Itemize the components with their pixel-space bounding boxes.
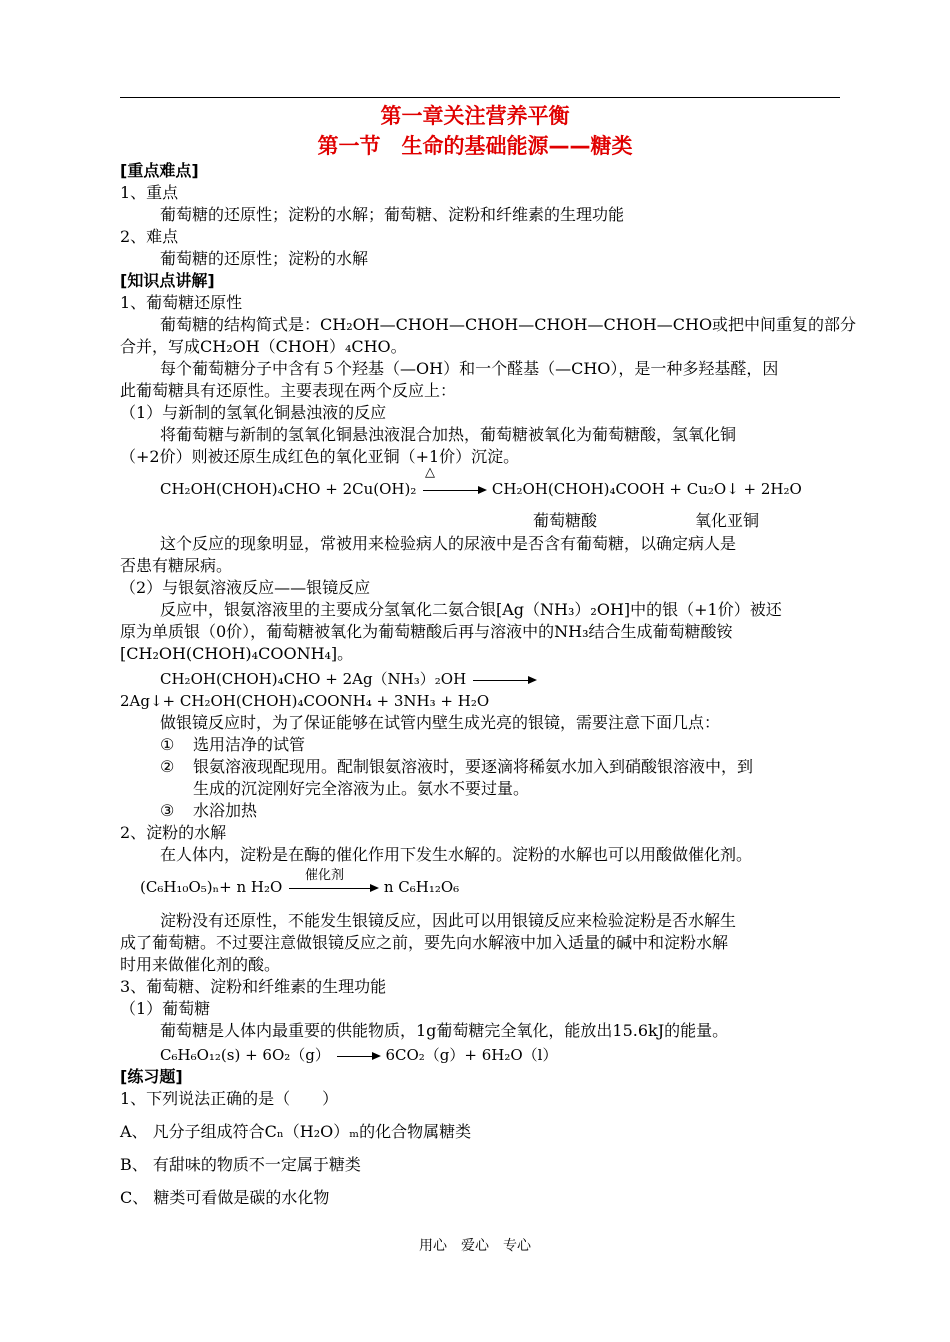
paragraph: 此葡萄糖具有还原性。主要表现在两个反应上： <box>120 381 457 400</box>
paragraph: （+2价）则被还原生成红色的氧化亚铜（+1价）沉淀。 <box>120 447 520 466</box>
paragraph: 成了葡萄糖。不过要注意做银镜反应之前，要先向水解液中加入适量的碱中和淀粉水解 <box>120 933 729 952</box>
topic-2-heading: 2、淀粉的水解 <box>120 823 227 842</box>
heading-knowledge: [知识点讲解] <box>120 271 215 290</box>
paragraph: 每个葡萄糖分子中含有５个羟基（—OH）和一个醛基（—CHO），是一种多羟基醛，因 <box>160 359 779 378</box>
option-a: A、 凡分子组成符合Cₙ（H₂O）ₘ的化合物属糖类 <box>120 1122 472 1141</box>
label-cuprous-oxide: 氧化亚铜 <box>695 511 760 530</box>
subtopic-glucose: （1）葡萄糖 <box>120 999 211 1018</box>
page-footer: 用心 爱心 专心 <box>419 1238 531 1254</box>
note-number: ③ <box>160 801 175 820</box>
paragraph: [CH₂OH(CHOH)₄COONH₄]。 <box>120 644 354 663</box>
paragraph: 否患有糖尿病。 <box>120 556 233 575</box>
paragraph: 做银镜反应时，为了保证能够在试管内壁生成光亮的银镜，需要注意下面几点： <box>160 713 721 732</box>
heading-key-points: [重点难点] <box>120 161 199 180</box>
option-b: B、 有甜味的物质不一定属于糖类 <box>120 1155 361 1174</box>
key-point-1-text: 葡萄糖的还原性；淀粉的水解；葡萄糖、淀粉和纤维素的生理功能 <box>160 205 625 224</box>
paragraph: 这个反应的现象明显，常被用来检验病人的尿液中是否含有葡萄糖，以确定病人是 <box>160 534 737 553</box>
equation-2-products: 2Ag↓+ CH₂OH(CHOH)₄COONH₄ + 3NH₃ + H₂O <box>120 692 490 710</box>
topic-3-heading: 3、葡萄糖、淀粉和纤维素的生理功能 <box>120 977 387 996</box>
equation-2 <box>160 668 842 690</box>
equation-4-products: 6CO₂（g）+ 6H₂O（l） <box>385 1046 558 1064</box>
question-1: 1、下列说法正确的是（ ） <box>120 1089 339 1108</box>
key-point-2-text: 葡萄糖的还原性；淀粉的水解 <box>160 249 369 268</box>
note-text: 生成的沉淀刚好完全溶液为止。氨水不要过量。 <box>193 779 530 798</box>
reaction-arrow-icon <box>423 490 485 491</box>
label-gluconic-acid: 葡萄糖酸 <box>533 511 598 530</box>
reaction-arrow-icon <box>289 888 377 889</box>
paragraph: 葡萄糖的结构简式是：CH₂OH—CHOH—CHOH—CHOH—CHOH—CHO或把中间重复的部分 <box>160 315 857 334</box>
topic-1-heading: 1、葡萄糖还原性 <box>120 293 243 312</box>
equation-3 <box>140 876 862 898</box>
catalyst-condition: 催化剂 <box>305 868 345 883</box>
paragraph: 淀粉没有还原性，不能发生银镜反应，因此可以用银镜反应来检验淀粉是否水解生 <box>160 911 737 930</box>
reaction-2-heading: （2）与银氨溶液反应——银镜反应 <box>120 578 371 597</box>
equation-1-products: CH₂OH(CHOH)₄COOH + Cu₂O↓ + 2H₂O <box>491 480 802 498</box>
section-title: 第一节 生命的基础能源——糖类 <box>317 134 633 158</box>
header-rule <box>120 97 840 98</box>
equation-3-products: n C₆H₁₂O₆ <box>383 878 460 896</box>
note-number: ② <box>160 757 175 776</box>
equation-4-reactants: C₆H₆O₁₂(s) + 6O₂（g） <box>160 1046 330 1064</box>
heading-exercises: [练习题] <box>120 1067 183 1086</box>
reaction-arrow-icon <box>473 680 535 681</box>
paragraph: 时用来做催化剂的酸。 <box>120 955 281 974</box>
equation-3-reactants: (C₆H₁₀O₅)ₙ+ n H₂O <box>140 878 283 896</box>
reaction-arrow-icon <box>337 1056 379 1057</box>
paragraph: 将葡萄糖与新制的氢氧化铜悬浊液混合加热，葡萄糖被氧化为葡萄糖酸，氢氧化铜 <box>160 425 737 444</box>
key-point-1: 1、重点 <box>120 183 179 202</box>
reaction-1-heading: （1）与新制的氢氧化铜悬浊液的反应 <box>120 403 387 422</box>
paragraph: 原为单质银（0价），葡萄糖被氧化为葡萄糖酸后再与溶液中的NH₃结合生成葡萄糖酸铵 <box>120 622 733 641</box>
note-text: 选用洁净的试管 <box>193 735 306 754</box>
option-c: C、 糖类可看做是碳的水化物 <box>120 1188 330 1207</box>
paragraph: 葡萄糖是人体内最重要的供能物质，1g葡萄糖完全氧化，能放出15.6kJ的能量。 <box>160 1021 729 1040</box>
equation-4 <box>160 1044 842 1066</box>
equation-2-reactants: CH₂OH(CHOH)₄CHO + 2Ag（NH₃）₂OH <box>160 670 467 688</box>
note-number: ① <box>160 735 175 754</box>
chapter-title: 第一章关注营养平衡 <box>380 104 570 128</box>
heat-condition: △ <box>425 465 435 480</box>
note-text: 银氨溶液现配现用。配制银氨溶液时，要逐滴将稀氨水加入到硝酸银溶液中，到 <box>193 757 754 776</box>
equation-1-reactants: CH₂OH(CHOH)₄CHO + 2Cu(OH)₂ <box>160 480 417 498</box>
paragraph: 合并，写成CH₂OH（CHOH）₄CHO。 <box>120 337 407 356</box>
equation-1 <box>160 478 842 500</box>
paragraph: 在人体内，淀粉是在酶的催化作用下发生水解的。淀粉的水解也可以用酸做催化剂。 <box>160 845 753 864</box>
key-point-2: 2、难点 <box>120 227 179 246</box>
paragraph: 反应中，银氨溶液里的主要成分氢氧化二氨合银[Ag（NH₃）₂OH]中的银（+1价）被还 <box>160 600 782 619</box>
note-text: 水浴加热 <box>193 801 258 820</box>
